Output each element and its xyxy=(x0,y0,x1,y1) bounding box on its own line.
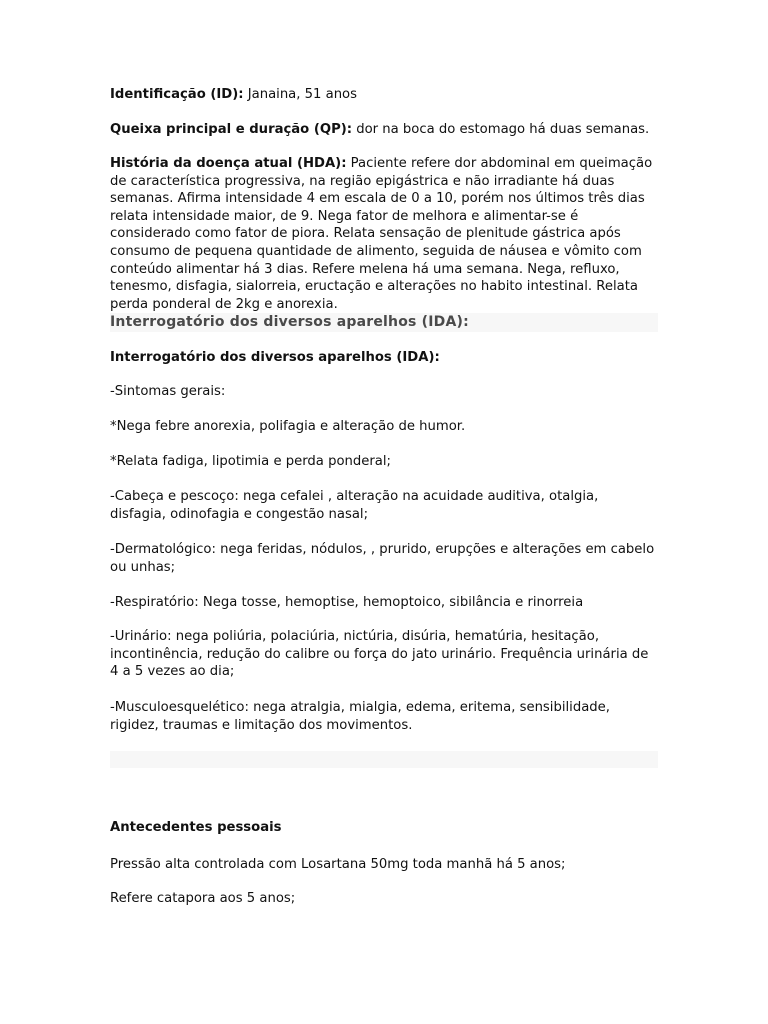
antecedentes-item: Pressão alta controlada com Losartana 50mg toda manhã há 5 anos; xyxy=(110,857,566,872)
ida-item: *Nega febre anorexia, polifagia e alteração de humor. xyxy=(110,419,466,434)
ida-item: -Respiratório: Nega tosse, hemoptise, hemoptoico, sibilância e rinorreia xyxy=(110,595,584,610)
antecedentes-item: Refere catapora aos 5 anos; xyxy=(110,891,296,906)
id-paragraph xyxy=(110,86,658,104)
qp-label: Queixa principal e duração (QP): xyxy=(110,122,353,137)
qp-paragraph xyxy=(110,121,658,139)
ida-item: *Relata fadiga, lipotimia e perda ponderal; xyxy=(110,454,391,469)
ida-item: -Sintomas gerais: xyxy=(110,384,226,399)
id-label: Identificação (ID): xyxy=(110,87,244,102)
empty-shaded-bar xyxy=(110,751,658,768)
ida-heading: Interrogatório dos diversos aparelhos (IDA): xyxy=(110,350,440,365)
hda-paragraph xyxy=(110,155,658,313)
qp-text: dor na boca do estomago há duas semanas. xyxy=(352,122,650,137)
ida-item: -Cabeça e pescoço: nega cefalei , alteração na acuidade auditiva, otalgia, disfagia, odinofagia e congestão nasal; xyxy=(110,489,599,522)
ida-shaded-bar xyxy=(110,313,658,332)
hda-text: Paciente refere dor abdominal em queimação de característica progressiva, na região epigástrica e não irradiante há duas semanas. Afirma intensidade 4 em escala de 0 a 10, porém nos últimos três dias relata intensidade maior, de 9. Nega fator de melhora e alimentar-se é considerado como fator de piora. Relata sensação de plenitude gástrica após consumo de pequena quantidade de alimento, seguida de náusea e vômito com conteúdo alimentar há 3 dias. Refere melena há uma semana. Nega, refluxo, tenesmo, disfagia, sialorreia, eructação e alterações no habito intestinal. Relata perda ponderal de 2kg e anorexia. xyxy=(110,156,653,312)
hda-label: História da doença atual (HDA): xyxy=(110,156,347,171)
id-text: Janaina, 51 anos xyxy=(243,87,357,102)
ida-item: -Urinário: nega poliúria, polaciúria, nictúria, disúria, hematúria, hesitação, incontinência, redução do calibre ou força do jato urinário. Frequência urinária de 4 a 5 vezes ao dia; xyxy=(110,629,649,680)
antecedentes-heading: Antecedentes pessoais xyxy=(110,820,282,835)
ida-item: -Musculoesquelético: nega atralgia, mialgia, edema, eritema, sensibilidade, rigidez, traumas e limitação dos movimentos. xyxy=(110,700,610,733)
ida-shaded-title: Interrogatório dos diversos aparelhos (IDA): xyxy=(110,314,469,330)
ida-item: -Dermatológico: nega feridas, nódulos, , prurido, erupções e alterações em cabelo ou unhas; xyxy=(110,542,655,575)
